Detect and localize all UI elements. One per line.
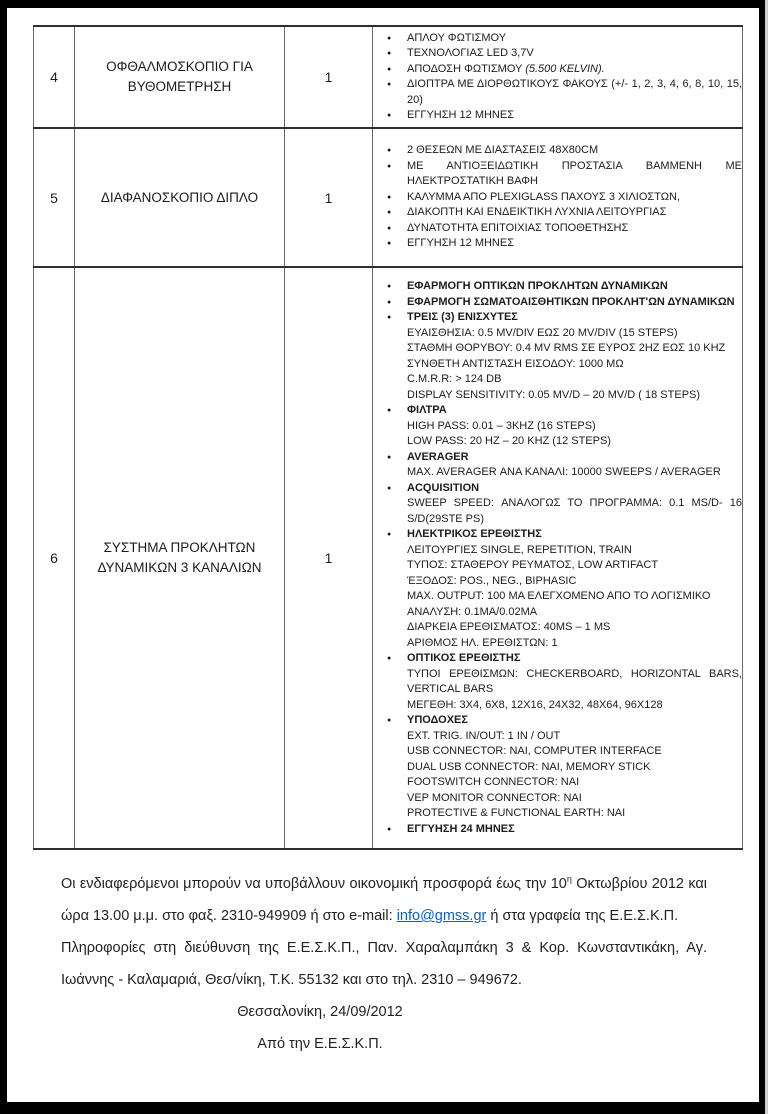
item-quantity-cell: 1 — [285, 267, 373, 849]
spec-title-text: ΤΕΧΝΟΛΟΓΙΑΣ LED 3,7V — [407, 47, 534, 59]
bullet-icon: ● — [387, 314, 392, 321]
spec-detail-line: ΕΥΑΙΣΘΗΣΙΑ: 0.5 MV/DIV ΕΩΣ 20 MV/DIV (15 STEPS) — [407, 326, 678, 339]
spec-title-italic: (5.500 KELVIN). — [525, 62, 605, 75]
bullet-icon: ● — [387, 717, 392, 724]
item-specs-cell — [373, 128, 743, 267]
spec-title — [407, 403, 742, 419]
bullet-icon: ● — [387, 209, 392, 217]
signature-line: Από την Ε.Ε.Σ.Κ.Π. — [257, 1036, 383, 1052]
spec-bullet-item — [373, 822, 742, 838]
footer-text — [61, 868, 707, 1060]
spec-title — [407, 822, 742, 838]
spec-title — [407, 77, 742, 108]
spec-bullet-item — [373, 31, 742, 47]
spec-title — [407, 295, 742, 311]
bullet-icon: ● — [387, 65, 392, 73]
spec-title-text: ΑΠΛΟΥ ΦΩΤΙΣΜΟΥ — [407, 31, 507, 44]
bullet-icon: ● — [387, 162, 392, 170]
item-description-cell: ΟΦΘΑΛΜΟΣΚΟΠΙΟ ΓΙΑ ΒΥΘΟΜΕΤΡΗΣΗ — [75, 26, 285, 128]
spec-detail-line: ΣΤΑΘΜΗ ΘΟΡΥΒΟΥ: 0.4 MV RMS ΣΕ ΕΥΡΟΣ 2HZ ΕΩΣ 10 KHZ — [407, 342, 726, 354]
spec-title — [407, 713, 742, 729]
spec-detail-line: ΤΥΠΟΣ: ΣΤΑΘΕΡΟΥ ΡΕΥΜΑΤΟΣ, LOW ARTIFACT — [407, 559, 659, 571]
bullet-icon: ● — [387, 81, 392, 88]
item-number-cell: 6 — [34, 267, 75, 849]
spec-title-text: ΕΓΓΥΗΣΗ 24 ΜΗΝΕΣ — [407, 822, 515, 835]
spec-title-text: ΑΠΟΔΟΣΗ ΦΩΤΙΣΜΟΥ — [407, 62, 526, 75]
spec-title — [407, 46, 742, 62]
place-date-line: Θεσσαλονίκη, 24/09/2012 — [237, 1004, 403, 1020]
spec-title — [407, 159, 742, 190]
spec-title-text: ΔΥΝΑΤΟΤΗΤΑ ΕΠΙΤΟΙΧΙΑΣ ΤΟΠΟΘΕΤΗΣΗΣ — [407, 221, 629, 234]
spec-title — [407, 450, 742, 466]
spec-bullet-item — [373, 295, 742, 311]
offer-text-mid: Οκτωβρίου 2012 και ώρα 13.00 μ.μ. στο φαξ. 2310-949909 ή στο e-mail: — [61, 876, 708, 924]
spec-content — [407, 221, 742, 237]
bullet-icon: ● — [387, 453, 392, 461]
spec-bullet-item — [373, 108, 742, 124]
bullet-icon: ● — [387, 112, 392, 119]
spec-content — [407, 190, 742, 206]
table-row — [34, 26, 743, 128]
spec-detail-line: SWEEP SPEED: ΑΝΑΛΟΓΩΣ ΤΟ ΠΡΟΓΡΑΜΜΑ: 0.1 MS/D- 16 S/D(29STE PS) — [407, 497, 742, 525]
table-row — [34, 267, 743, 849]
bullet-icon: ● — [387, 147, 392, 155]
spec-content — [407, 713, 742, 822]
spec-detail-line: ΣΥΝΘΕΤΗ ΑΝΤΙΣΤΑΣΗ ΕΙΣΟΔΟΥ: 1000 ΜΩ — [407, 357, 624, 370]
spec-content — [407, 279, 742, 295]
spec-detail-line: EXT. TRIG. IN/OUT: 1 IN / OUT — [407, 729, 561, 742]
spec-bullet-item — [373, 77, 742, 108]
spec-content — [407, 143, 742, 159]
item-number-cell: 4 — [34, 26, 75, 128]
spec-content — [407, 450, 742, 481]
spec-bullet-item — [373, 651, 742, 713]
spec-detail-line: DISPLAY SENSITIVITY: 0.05 MV/D – 20 MV/D ( 18 STEPS) — [407, 388, 701, 401]
spec-content — [407, 310, 742, 403]
bullet-icon: ● — [387, 193, 392, 201]
spec-detail-line: LOW PASS: 20 HZ – 20 KHZ (12 STEPS) — [407, 435, 611, 447]
spec-content — [407, 295, 742, 311]
spec-bullet-item — [373, 310, 742, 403]
bullet-icon: ● — [387, 34, 392, 42]
spec-bullet-item — [373, 143, 742, 159]
bullet-icon: ● — [387, 531, 392, 538]
spec-title — [407, 279, 742, 295]
bullet-icon: ● — [387, 484, 392, 492]
spec-bullet-item — [373, 46, 742, 62]
spec-detail-line: USB CONNECTOR: ΝΑΙ, COMPUTER INTERFACE — [407, 745, 662, 757]
spec-detail-line: HIGH PASS: 0.01 – 3KHZ (16 STEPS) — [407, 419, 596, 432]
spec-title-text: ΕΦΑΡΜΟΓΗ ΣΩΜΑΤΟΑΙΣΘΗΤΙΚΩΝ ΠΡΟΚΛΗΤ'ΩΝ ΔΥΝΑΜΙΚΩΝ — [407, 295, 735, 308]
item-description-cell: ΣΥΣΤΗΜΑ ΠΡΟΚΛΗΤΩΝ ΔΥΝΑΜΙΚΩΝ 3 ΚΑΝΑΛΙΩΝ — [75, 267, 285, 849]
spec-bullet-item — [373, 205, 742, 221]
spec-content — [407, 31, 742, 47]
spec-content — [407, 481, 742, 528]
spec-bullet-item — [373, 279, 742, 295]
spec-content — [407, 77, 742, 108]
spec-content — [407, 236, 742, 252]
spec-detail-line: MAX. OUTPUT: 100 MA ΕΛΕΓΧΟΜΕΝΟ ΑΠΟ ΤΟ ΛΟΓΙΣΜΙΚΟ — [407, 590, 711, 602]
item-number-cell: 5 — [34, 128, 75, 267]
bullet-icon: ● — [387, 407, 392, 414]
bullet-icon: ● — [387, 298, 392, 306]
offer-text-after: ή στα γραφεία της Ε.Ε.Σ.Κ.Π. — [486, 908, 679, 924]
spec-title — [407, 31, 742, 47]
spec-title-text: 2 ΘΕΣΕΩΝ ΜΕ ΔΙΑΣΤΑΣΕΙΣ 48X80CM — [407, 144, 599, 157]
spec-bullet-item — [373, 190, 742, 206]
spec-detail-line: ΤΥΠΟΙ ΕΡΕΘΙΣΜΩΝ: CHECKERBOARD, HORIZONTAL BARS, VERTICAL BARS — [407, 667, 742, 695]
offer-instructions-paragraph — [61, 868, 707, 932]
spec-title — [407, 481, 742, 497]
spec-detail-line: ΑΝΑΛΥΣΗ: 0.1ΜΑ/0.02ΜΑ — [407, 605, 538, 618]
spec-title — [407, 205, 742, 221]
spec-title-text: ΤΡΕΙΣ (3) ΕΝΙΣΧΥΤΕΣ — [407, 311, 518, 323]
spec-content — [407, 62, 742, 78]
spec-detail-line: ΑΡΙΘΜΟΣ ΗΛ. ΕΡΕΘΙΣΤΩΝ: 1 — [407, 636, 558, 649]
item-description-cell: ΔΙΑΦΑΝΟΣΚΟΠΙΟ ΔΙΠΛΟ — [75, 128, 285, 267]
spec-title — [407, 190, 742, 206]
bullet-icon: ● — [387, 825, 392, 833]
spec-bullet-item — [373, 62, 742, 78]
equipment-table — [33, 25, 743, 850]
spec-bullet-item — [373, 403, 742, 450]
spec-detail-line: PROTECTIVE & FUNCTIONAL EARTH: ΝΑΙ — [407, 807, 626, 819]
spec-content — [407, 159, 742, 190]
spec-bullet-item — [373, 527, 742, 651]
spec-detail-line: FOOTSWITCH CONNECTOR: ΝΑΙ — [407, 776, 580, 788]
spec-detail-line: MAX. AVERAGER ΑΝΑ ΚΑΝΑΛΙ: 10000 SWEEPS / AVERAGER — [407, 466, 721, 478]
spec-title-text: ΔΙΟΠΤΡΑ ΜΕ ΔΙΟΡΘΩΤΙΚΟΥΣ ΦΑΚΟΥΣ (+/- 1, 2, 3, 4, 6, 8, 10, 15, 20) — [407, 78, 742, 106]
spec-title — [407, 527, 742, 543]
contact-info-paragraph: Πληροφορίες στη διεύθυνση της Ε.Ε.Σ.Κ.Π., Παν. Χαραλαμπάκη 3 & Κορ. Κωνσταντικάκη, Αγ. Ιωάννης - Καλαμαριά, Θεσ/νίκη, Τ.Κ. 55132 και στο τηλ. 2310 – 949672. — [61, 940, 707, 988]
spec-content — [407, 108, 742, 124]
spec-title-text: ΕΦΑΡΜΟΓΗ ΟΠΤΙΚΩΝ ΠΡΟΚΛΗΤΩΝ ΔΥΝΑΜΙΚΩΝ — [407, 280, 668, 292]
spec-bullet-item — [373, 159, 742, 190]
spec-content — [407, 527, 742, 651]
email-link[interactable]: info@gmss.gr — [396, 908, 487, 924]
bullet-icon: ● — [387, 283, 392, 290]
spec-detail-line: DUAL USB CONNECTOR: ΝΑΙ, MEMORY STICK — [407, 760, 651, 773]
offer-text-before: Οι ενδιαφερόμενοι μπορούν να υποβάλλουν οικονομική προσφορά έως την 10 — [61, 876, 567, 892]
spec-title-text: ΥΠΟΔΟΧΕΣ — [407, 714, 468, 726]
spec-title — [407, 62, 742, 78]
spec-title — [407, 143, 742, 159]
spec-title-text: ΟΠΤΙΚΟΣ ΕΡΕΘΙΣΤΗΣ — [407, 652, 521, 664]
spec-bullet-item — [373, 713, 742, 822]
item-quantity-cell: 1 — [285, 128, 373, 267]
spec-title-text: ΜΕ ΑΝΤΙΟΞΕΙΔΩΤΙΚΗ ΠΡΟΣΤΑΣΙΑ ΒΑΜΜΕΝΗ ΜΕ ΗΛΕΚΤΡΟΣΤΑΤΙΚΗ ΒΑΦΗ — [407, 159, 742, 188]
spec-title-text: ΗΛΕΚΤΡΙΚΟΣ ΕΡΕΘΙΣΤΗΣ — [407, 528, 542, 540]
spec-bullet-item — [373, 450, 742, 481]
spec-content — [407, 403, 742, 450]
spec-title — [407, 108, 742, 124]
spec-title-text: ΚΑΛΥΜΜΑ ΑΠΟ PLEXIGLASS ΠΑΧΟΥΣ 3 ΧΙΛΙΟΣΤΩΝ, — [407, 190, 680, 203]
spec-content — [407, 651, 742, 713]
spec-title — [407, 236, 742, 252]
table-row — [34, 128, 743, 267]
bullet-icon: ● — [387, 224, 392, 232]
spec-title-text: ΕΓΓΥΗΣΗ 12 ΜΗΝΕΣ — [407, 109, 515, 121]
item-specs-cell — [373, 267, 743, 849]
spec-title — [407, 221, 742, 237]
item-specs-cell — [373, 26, 743, 128]
spec-title-text: ACQUISITION — [407, 481, 480, 494]
spec-title — [407, 651, 742, 667]
bullet-icon: ● — [387, 655, 392, 662]
spec-bullet-item — [373, 481, 742, 528]
spec-title-text: ΔΙΑΚΟΠΤΗ ΚΑΙ ΕΝΔΕΙΚΤΙΚΗ ΛΥΧΝΙΑ ΛΕΙΤΟΥΡΓΙΑΣ — [407, 206, 667, 219]
item-quantity-cell: 1 — [285, 26, 373, 128]
spec-title — [407, 310, 742, 326]
spec-title-text: ΦΙΛΤΡΑ — [407, 404, 447, 416]
spec-content — [407, 205, 742, 221]
spec-detail-line: ΜΕΓΕΘΗ: 3X4, 6X8, 12X16, 24X32, 48X64, 96X128 — [407, 698, 663, 711]
spec-title-text: ΕΓΓΥΗΣΗ 12 ΜΗΝΕΣ — [407, 237, 515, 250]
spec-bullet-item — [373, 236, 742, 252]
spec-content — [407, 46, 742, 62]
spec-detail-line: ΈΞΟΔΟΣ: POS., NEG., BIPHASIC — [407, 574, 577, 587]
spec-title-text: AVERAGER — [407, 450, 469, 463]
equipment-table-body — [34, 26, 743, 849]
ordinal-superscript: η — [566, 874, 572, 885]
spec-detail-line: VEP MONITOR CONNECTOR: ΝΑΙ — [407, 791, 582, 804]
bullet-icon: ● — [387, 50, 392, 57]
spec-bullet-item — [373, 221, 742, 237]
spec-content — [407, 822, 742, 838]
spec-detail-line: ΛΕΙΤΟΥΡΓΙΕΣ SINGLE, REPETITION, TRAIN — [407, 543, 632, 556]
spec-detail-line: C.M.R.R: > 124 DB — [407, 373, 502, 385]
bullet-icon: ● — [387, 240, 392, 248]
spec-detail-line: ΔΙΑΡΚΕΙΑ ΕΡΕΘΙΣΜΑΤΟΣ: 40MS – 1 MS — [407, 621, 611, 633]
